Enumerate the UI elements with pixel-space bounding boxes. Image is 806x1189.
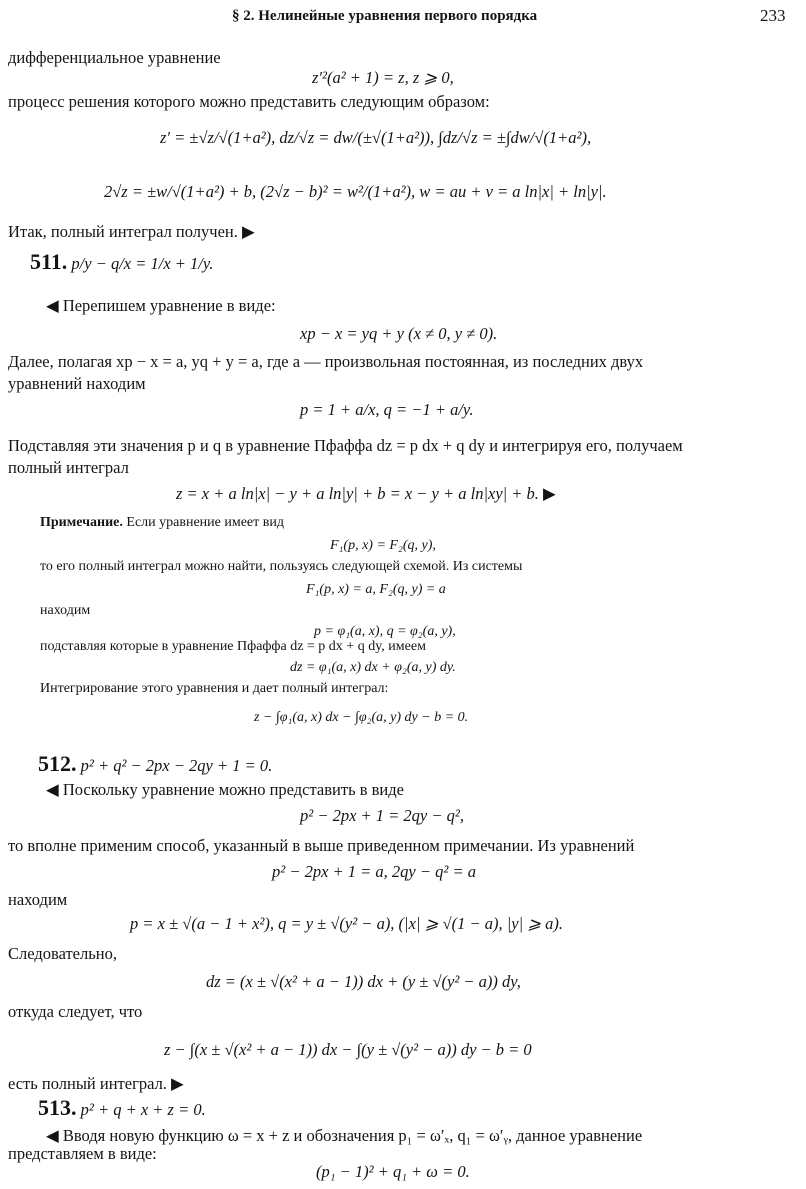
equation: p² − 2px + 1 = 2qy − q², bbox=[300, 806, 464, 825]
page-number: 233 bbox=[760, 6, 786, 25]
text-line: Следовательно, bbox=[8, 944, 117, 963]
equation: p = x ± √(a − 1 + x²), q = y ± √(y² − a), (|x| ⩾ √(1 − a), |y| ⩾ a). bbox=[130, 914, 564, 933]
text-line: полный интеграл bbox=[8, 458, 129, 477]
equation: (p₁ − 1)² + q₁ + ω = 0. bbox=[316, 1162, 470, 1181]
text-line: уравнений находим bbox=[8, 374, 146, 393]
problem-equation: p² + q² − 2px − 2qy + 1 = 0. bbox=[80, 756, 273, 775]
note-line: Интегрирование этого уравнения и дает полный интеграл: bbox=[40, 681, 389, 696]
problem-513 bbox=[38, 1095, 206, 1120]
note-line: находим bbox=[40, 603, 91, 618]
text-line: находим bbox=[8, 890, 68, 909]
text-line: представляем в виде: bbox=[8, 1144, 157, 1163]
problem-equation: p² + q + x + z = 0. bbox=[80, 1100, 206, 1119]
running-header: § 2. Нелинейные уравнения первого порядка bbox=[232, 8, 538, 24]
problem-511 bbox=[30, 249, 214, 274]
text-line: Подставляя эти значения p и q в уравнение Пфаффа dz = p dx + q dy и интегрируя его, получаем bbox=[8, 436, 683, 455]
note-label: Примечание. bbox=[40, 515, 123, 530]
equation: z − ∫(x ± √(x² + a − 1)) dx − ∫(y ± √(y² − a)) dy − b = 0 bbox=[164, 1040, 532, 1059]
equation: z′ = ±√z/√(1+a²), dz/√z = dw/(±√(1+a²)), ∫dz/√z = ±∫dw/√(1+a²), bbox=[160, 128, 592, 147]
equation: p = 1 + a/x, q = −1 + a/y. bbox=[300, 400, 474, 419]
equation: F₁(p, x) = F₂(q, y), bbox=[330, 538, 436, 553]
text-line: Итак, полный интеграл получен. ▶ bbox=[8, 222, 255, 241]
text-line: ◀ Перепишем уравнение в виде: bbox=[46, 296, 276, 315]
equation: z′²(a² + 1) = z, z ⩾ 0, bbox=[312, 68, 454, 87]
equation: z = x + a ln|x| − y + a ln|y| + b = x − y + a ln|xy| + b. ▶ bbox=[176, 484, 556, 503]
equation: z − ∫φ₁(a, x) dx − ∫φ₂(a, y) dy − b = 0. bbox=[254, 710, 469, 725]
equation: dz = (x ± √(x² + a − 1)) dx + (y ± √(y² − a)) dy, bbox=[206, 972, 521, 991]
note-line: то его полный интеграл можно найти, пользуясь следующей схемой. Из системы bbox=[40, 559, 523, 574]
equation: p² − 2px + 1 = a, 2qy − q² = a bbox=[272, 862, 476, 881]
equation: p = φ₁(a, x), q = φ₂(a, y), bbox=[314, 624, 456, 639]
problem-equation: p/y − q/x = 1/x + 1/y. bbox=[71, 254, 214, 273]
text-line: ◀ Вводя новую функцию ω = x + z и обозначения p₁ = ω′ₓ, q₁ = ω′ᵧ, данное уравнение bbox=[46, 1126, 643, 1145]
problem-number: 511. bbox=[30, 249, 68, 274]
text-line: то вполне применим способ, указанный в выше приведенном примечании. Из уравнений bbox=[8, 836, 635, 855]
text-line: Далее, полагая xp − x = a, yq + y = a, где a — произвольная постоянная, из последних двух bbox=[8, 352, 644, 371]
text-line: откуда следует, что bbox=[8, 1002, 143, 1021]
equation: dz = φ₁(a, x) dx + φ₂(a, y) dy. bbox=[290, 660, 456, 675]
text-line: есть полный интеграл. ▶ bbox=[8, 1074, 184, 1093]
note-line bbox=[40, 514, 284, 532]
text-line: процесс решения которого можно представить следующим образом: bbox=[8, 92, 490, 111]
note-text: Если уравнение имеет вид bbox=[122, 515, 284, 530]
equation: F₁(p, x) = a, F₂(q, y) = a bbox=[306, 582, 446, 597]
equation: 2√z = ±w/√(1+a²) + b, (2√z − b)² = w²/(1+a²), w = au + v = a ln|x| + ln|y|. bbox=[104, 182, 607, 201]
note-line: подставляя которые в уравнение Пфаффа dz = p dx + q dy, имеем bbox=[40, 639, 426, 654]
text-line: дифференциальное уравнение bbox=[8, 48, 221, 67]
problem-number: 512. bbox=[38, 751, 77, 776]
equation: xp − x = yq + y (x ≠ 0, y ≠ 0). bbox=[300, 324, 498, 343]
problem-512 bbox=[38, 751, 273, 776]
text-line: ◀ Поскольку уравнение можно представить в виде bbox=[46, 780, 404, 799]
problem-number: 513. bbox=[38, 1095, 77, 1120]
